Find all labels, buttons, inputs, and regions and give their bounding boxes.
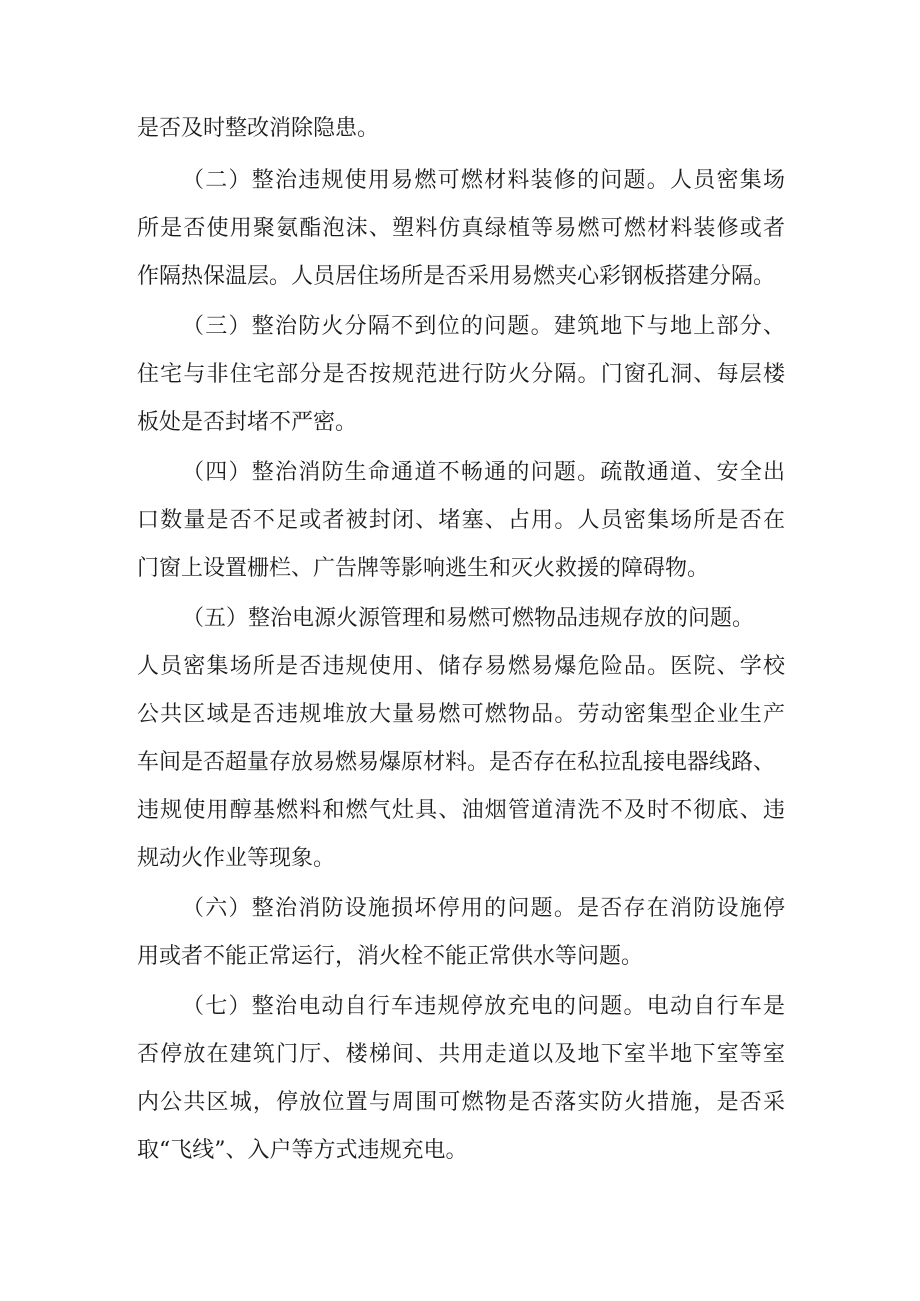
text-line: 规动火作业等现象。 bbox=[137, 846, 336, 871]
text-line: 住宅与非住宅部分是否按规范进行防火分隔。门窗孔洞、每层楼 bbox=[137, 362, 785, 387]
text-line: 作隔热保温层。人员居住场所是否采用易燃夹心彩钢板搭建分隔。 bbox=[137, 264, 776, 289]
paragraph-heading-4: （四）整治消防生命通道不畅通的问题。疏散通道、安全出 bbox=[182, 460, 785, 485]
paragraph-heading-5: （五）整治电源火源管理和易燃可燃物品违规存放的问题。 bbox=[182, 606, 755, 631]
text-line: 门窗上设置栅栏、广告牌等影响逃生和灭火救援的障碍物。 bbox=[137, 556, 710, 581]
text-line: 内公共区城，停放位置与周围可燃物是否落实防火措施，是否采 bbox=[137, 1090, 785, 1115]
text-line: 板处是否封堵不严密。 bbox=[137, 410, 358, 435]
text-line: 口数量是否不足或者被封闭、堵塞、占用。人员密集场所是否在 bbox=[137, 508, 785, 533]
text-line: 用或者不能正常运行，消火栓不能正常供水等问题。 bbox=[137, 944, 644, 969]
text-line: 是否及时整改消除隐患。 bbox=[137, 116, 380, 141]
text-line: 所是否使用聚氨酯泡沫、塑料仿真绿植等易燃可燃材料装修或者 bbox=[137, 216, 785, 241]
text-line: 违规使用醇基燃料和燃气灶具、油烟管道清洗不及时不彻底、违 bbox=[137, 798, 785, 823]
paragraph-heading-2: （二）整治违规使用易燃可燃材料装修的问题。人员密集场 bbox=[182, 168, 785, 193]
text-line: 公共区域是否违规堆放大量易燃可燃物品。劳动密集型企业生产 bbox=[137, 702, 785, 727]
paragraph-heading-7: （七）整治电动自行车违规停放充电的问题。电动自行车是 bbox=[182, 994, 785, 1019]
text-line: 否停放在建筑门厅、楼梯间、共用走道以及地下室半地下室等室 bbox=[137, 1042, 785, 1067]
text-line: 取“飞线”、入户等方式违规充电。 bbox=[137, 1138, 468, 1163]
paragraph-heading-3: （三）整治防火分隔不到位的问题。建筑地下与地上部分、 bbox=[182, 314, 785, 339]
text-line: 人员密集场所是否违规使用、储存易燃易爆危险品。医院、学校 bbox=[137, 654, 785, 679]
text-line: 车间是否超量存放易燃易爆原材料。是否存在私拉乱接电器线路、 bbox=[137, 750, 776, 775]
paragraph-heading-6: （六）整治消防设施损坏停用的问题。是否存在消防设施停 bbox=[182, 896, 785, 921]
